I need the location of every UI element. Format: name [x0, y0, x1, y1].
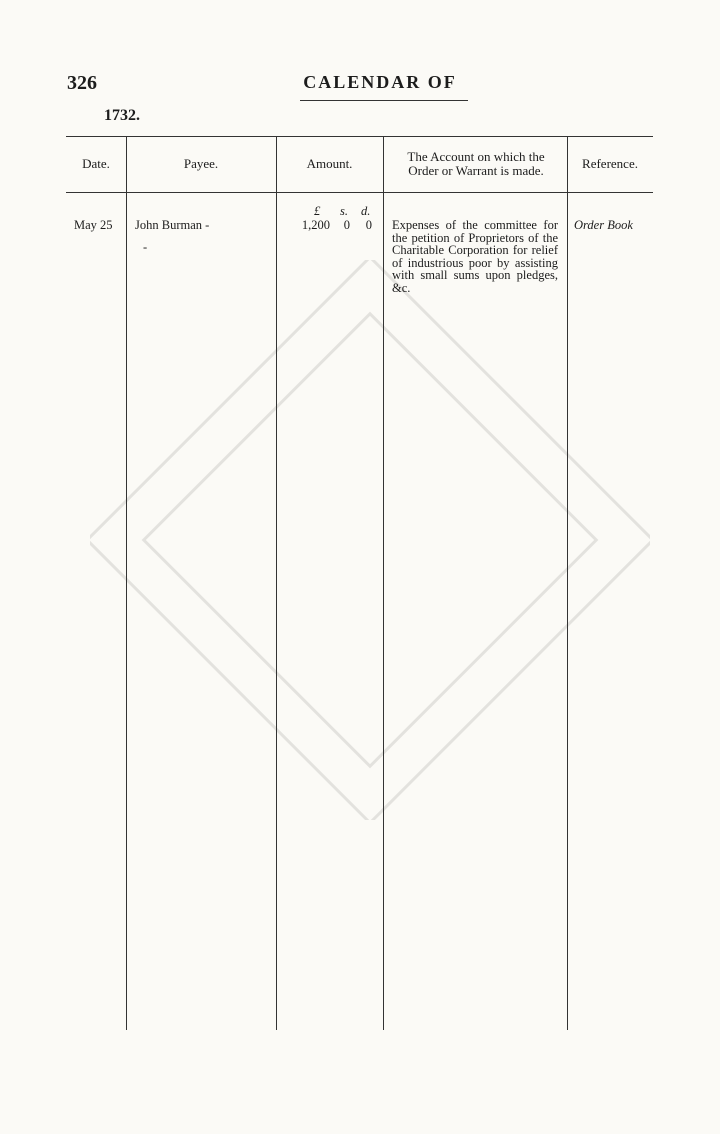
amount-pounds: 1,200: [301, 218, 330, 232]
header-payee: Payee.: [183, 156, 219, 171]
running-title: CALENDAR OF: [303, 72, 457, 92]
watermark-stamp: [90, 260, 650, 820]
header-rule: [300, 100, 468, 101]
entry-account: Expenses of the committee for the petition of Proprietors of the Charitable Corporation for relief of industrious poor by assisting with small sums upon pledges, &c.: [392, 218, 558, 295]
column-divider: [276, 136, 277, 1030]
currency-shillings: s.: [340, 204, 348, 218]
header-reference: Reference.: [582, 156, 638, 171]
currency-pounds: £: [314, 204, 321, 218]
page-number: 326: [67, 72, 97, 94]
amount-pence: 0: [365, 218, 372, 232]
table-header-rule: [66, 192, 653, 193]
table-top-rule: [66, 136, 653, 137]
entry-payee-dash: -: [143, 240, 148, 254]
header-account: The Account on which the Order or Warrant is made.: [407, 149, 545, 178]
entry-reference: Order Book: [574, 218, 633, 232]
column-divider: [126, 136, 127, 1030]
header-amount: Amount.: [306, 156, 353, 171]
currency-pence: d.: [361, 204, 371, 218]
column-divider: [383, 136, 384, 1030]
column-divider: [567, 136, 568, 1030]
header-date: Date.: [82, 156, 110, 171]
amount-shillings: 0: [343, 218, 350, 232]
entry-payee: John Burman -: [135, 218, 210, 232]
year-heading: 1732.: [104, 107, 140, 124]
entry-date: May 25: [74, 218, 113, 232]
